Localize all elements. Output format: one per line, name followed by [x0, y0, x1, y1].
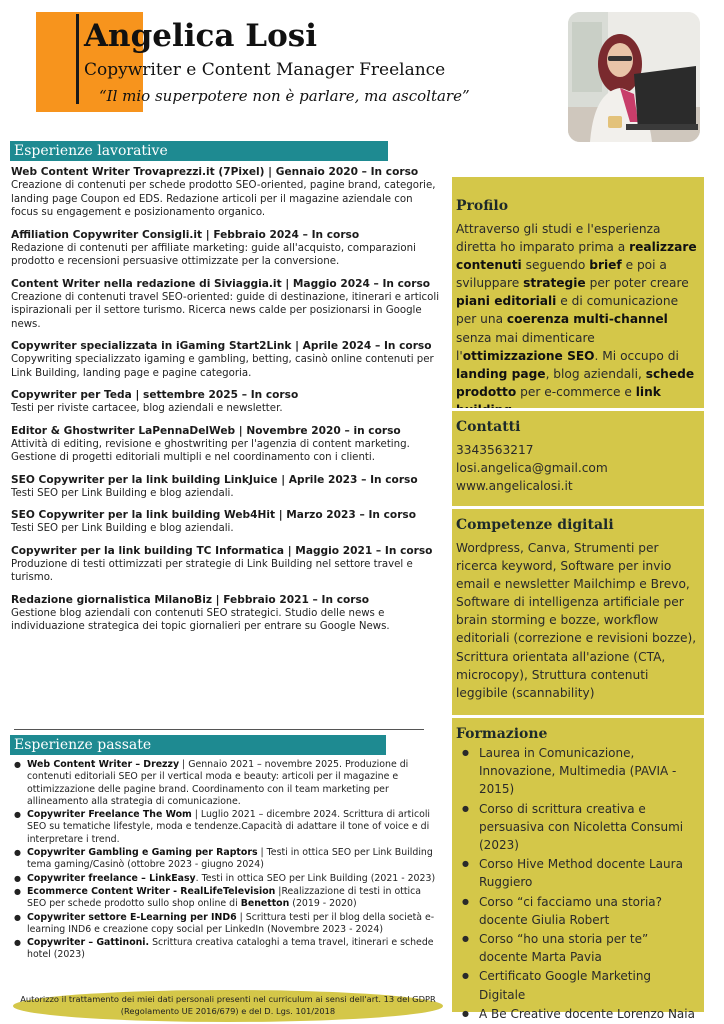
past-job-text: |Realizzazione di testi in ottica SEO per schede prodotto sullo shop online di	[27, 885, 422, 910]
job-description: Testi per riviste cartacee, blog aziendali e newsletter.	[11, 403, 283, 414]
profile-text-segment: Attraverso gli studi e l'esperienza diretta ho imparato prima a	[456, 222, 661, 255]
past-job-title: Ecommerce Content Writer - RealLifeTelevision	[27, 885, 276, 897]
job-subtitle: Copywriter e Content Manager Freelance	[84, 60, 446, 80]
profile-title: Profilo	[456, 198, 509, 214]
training-item: ● Certificato Google Marketing Digitale	[456, 967, 700, 1003]
job-entry	[11, 228, 441, 269]
past-job-item	[11, 912, 443, 937]
privacy-footer: Autorizzo il trattamento dei miei dati personali presenti nel curriculum ai sensi dell'art. 13 del GDPR (Regolamento UE 2016/679) e del D. Lgs. 101/2018	[13, 990, 443, 1022]
profile-keyword: coerenza multi-channel	[506, 312, 668, 327]
past-experience-heading: Esperienze passate	[10, 735, 386, 755]
job-title: SEO Copywriter per la link building LinkJuice | Aprile 2023 – In corso	[11, 473, 418, 486]
website-link[interactable]: www.angelicalosi.it	[456, 479, 573, 494]
profile-text-segment: , blog aziendali,	[545, 366, 646, 381]
past-experience-list	[11, 759, 443, 963]
job-entry	[11, 424, 441, 465]
training-title: Formazione	[456, 726, 548, 742]
job-title: Content Writer nella redazione di Siviaggia.it | Maggio 2024 – In corso	[11, 277, 431, 290]
training-list	[452, 744, 704, 1023]
profile-keyword: strategie	[523, 276, 586, 291]
job-title: Copywriter per Teda | settembre 2025 – In corso	[11, 389, 299, 401]
job-title: Redazione giornalistica MilanoBiz | Febbraio 2021 – In corso	[11, 593, 370, 606]
past-job-title: Copywriter freelance – LinkEasy	[27, 872, 196, 884]
job-description: Gestione blog aziendali con contenuti SEO strategici. Studio delle news e individuazione strategica dei topic giornalieri per entrare su Google News.	[11, 607, 390, 632]
job-entry	[11, 544, 441, 585]
profile-keyword: link	[635, 384, 661, 399]
contacts-section	[452, 411, 704, 506]
job-entry	[11, 165, 441, 220]
past-job-text: | Gennaio 2021 – novembre 2025. Produzione di contenuti editoriali SEO per il vertical moda e beauty: articoli per il magazine e ottimizzazione delle pagine brand. Coordinamento con il team marketing per allineamento alla strategia di comunicazione.	[27, 759, 409, 807]
past-job-item	[11, 937, 443, 962]
training-item: ● Laurea in Comunicazione, Innovazione, Multimedia (PAVIA - 2015)	[456, 744, 700, 799]
profile-keyword: realizzare contenuti	[456, 240, 697, 273]
past-job-text: Scrittura creativa cataloghi a tema travel, itinerari e schede hotel (2023)	[27, 937, 434, 961]
past-job-item	[11, 809, 443, 846]
job-entry	[11, 339, 441, 380]
profile-text-segment: per poter creare	[585, 276, 689, 291]
past-job-text: | Scrittura testi per il blog della società e-learning IND6 e creazione copy social per LinkedIn (Novembre 2023 - 2024)	[27, 911, 435, 935]
past-job-brand: Benetton	[240, 898, 290, 910]
skills-text: Wordpress, Canva, Strumenti per ricerca keyword, Software per invio email e newsletter Mailchimp e Brevo, Software di intelligenza artificiale per brain storming e bozze, workflow editoriali (correzione e revisioni bozze), Scrittura orientata all'azione (CTA, microcopy), Struttura contenuti leggibile (scannability)	[456, 541, 697, 700]
experience-heading: Esperienze lavorative	[10, 141, 388, 161]
phone-number[interactable]: 3343563217	[456, 443, 534, 457]
past-job-item	[11, 847, 443, 872]
job-entry	[11, 277, 441, 332]
skills-section	[452, 509, 704, 715]
past-job-title: Copywriter – Gattinoni.	[27, 937, 150, 949]
email-address[interactable]: losi.angelica@gmail.com	[456, 461, 608, 476]
motto: “Il mio superpotere non è parlare, ma ascoltare”	[99, 87, 470, 105]
profile-keyword: piani editoriali	[456, 294, 557, 309]
job-description: Attività di editing, revisione e ghostwriting per l'agenzia di content marketing. Gestione di progetti editoriali multipli e nel coordinamento con i clienti.	[11, 438, 410, 463]
section-divider	[14, 729, 424, 730]
past-job-text: . Testi in ottica SEO per Link Building (2021 - 2023)	[195, 872, 436, 884]
contacts-title: Contatti	[456, 419, 521, 435]
job-title: Editor & Ghostwriter LaPennaDelWeb | Novembre 2020 – in corso	[11, 424, 401, 437]
profile-text-segment: senza mai dimenticare l'	[456, 330, 595, 363]
profile-text-segment: e di comunicazione per una	[456, 294, 679, 327]
training-item: ● Corso Hive Method docente Laura Ruggiero	[456, 855, 700, 891]
training-item: ● Corso “ho una storia per te” docente Marta Pavia	[456, 930, 700, 966]
profile-keyword: landing page	[456, 366, 546, 381]
training-section	[452, 718, 704, 1021]
job-title: Copywriter specializzata in iGaming Start2Link | Aprile 2024 – In corso	[11, 340, 432, 352]
profile-text-segment: e poi a sviluppare	[456, 258, 667, 291]
job-description: Testi SEO per Link Building e blog aziendali.	[11, 523, 234, 534]
past-job-text: (2019 - 2020)	[289, 898, 357, 910]
skills-title: Competenze digitali	[456, 517, 614, 533]
job-entry	[11, 508, 441, 536]
person-name: Angelica Losi	[84, 18, 317, 54]
profile-keyword: schede prodotto	[456, 366, 695, 399]
job-entry	[11, 388, 441, 416]
profile-text-segment: seguendo	[521, 258, 590, 273]
profile-text-segment: per e-commerce e	[516, 384, 636, 399]
job-description: Copywriting specializzato igaming e gambling, betting, casinò online contenuti per Link Building, landing page e pagine categoria.	[11, 354, 434, 379]
job-description: Redazione di contenuti per affiliate marketing: guide all'acquisto, comparazioni prodotto e recensioni persuasive ottimizzate per la conversione.	[11, 242, 416, 267]
header-divider	[76, 14, 79, 104]
past-job-title: Copywriter settore E-Learning per IND6	[27, 911, 237, 923]
job-description: Testi SEO per Link Building e blog aziendali.	[11, 487, 234, 499]
portrait-image	[568, 12, 700, 142]
past-job-title: Copywriter Freelance The Wom	[27, 809, 192, 821]
past-job-title: Web Content Writer – Drezzy	[27, 759, 180, 770]
profile-section	[452, 177, 704, 408]
profile-text-segment: . Mi occupo di	[594, 348, 679, 363]
training-item: ● A Be Creative docente Lorenzo Naia	[456, 1005, 700, 1023]
job-title: Affiliation Copywriter Consigli.it | Febbraio 2024 – In corso	[11, 228, 360, 241]
job-description: Creazione di contenuti per schede prodotto SEO-oriented, pagine brand, categorie, landing page Coupon ed EDS. Redazione articoli per il magazine aziendale con focus su engagement e posizionamento organico.	[11, 180, 436, 218]
job-title: Copywriter per la link building TC Informatica | Maggio 2021 – In corso	[11, 544, 433, 557]
past-job-item	[11, 759, 443, 808]
profile-photo	[568, 12, 700, 142]
profile-keyword: ottimizzazione SEO	[462, 348, 595, 363]
past-job-item	[11, 873, 443, 885]
job-entry	[11, 593, 441, 634]
training-item: ● Corso di scrittura creativa e persuasiva con Nicoletta Consumi (2023)	[456, 800, 700, 855]
past-job-item	[11, 886, 443, 911]
training-item: ● Corso “ci facciamo una storia? docente Giulia Robert	[456, 893, 700, 929]
job-description: Creazione di contenuti travel SEO-oriented: guide di destinazione, itinerari e articoli ispirazionali per il settore turismo. Ricerca news calde per posizionarsi in Google news.	[11, 291, 440, 330]
job-entry	[11, 473, 441, 501]
job-description: Produzione di testi ottimizzati per strategie di Link Building nel settore travel e turismo.	[11, 558, 413, 583]
experience-list	[11, 165, 441, 642]
past-job-title: Copywriter Gambling e Gaming per Raptors	[27, 847, 258, 859]
job-title: SEO Copywriter per la link building Web4Hit | Marzo 2023 – In corso	[11, 509, 417, 521]
profile-keyword: brief	[589, 258, 622, 273]
job-title: Web Content Writer Trovaprezzi.it (7Pixel) | Gennaio 2020 – In corso	[11, 166, 419, 178]
past-job-text: | Luglio 2021 – dicembre 2024. Scrittura di articoli SEO su tematiche lifestyle, moda e tendenze.Capacità di adattare il tone of voice e di interpretare i trend.	[27, 809, 431, 845]
past-job-text: | Testi in ottica SEO per Link Building tema gaming/Casinò (ottobre 2023 - giugno 2024)	[27, 847, 433, 871]
profile-text	[452, 220, 704, 419]
